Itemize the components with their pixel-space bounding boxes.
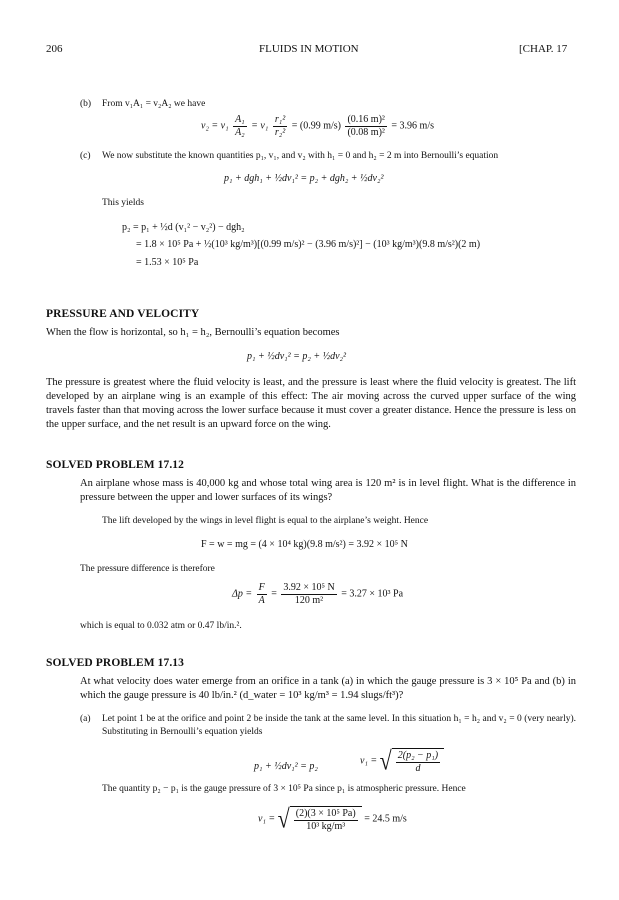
orifice-bernoulli-equation: p₁ + ½dv₁² = p₂ [254, 761, 318, 772]
problem-12-solution-text-1: The lift developed by the wings in level flight is equal to the airplane’s weight. Hence [102, 516, 429, 526]
lift-equation: F = w = mg = (4 × 10⁴ kg)(9.8 m/s²) = 3.92 × 10⁵ N [201, 539, 408, 550]
solved-problem-17-12-heading: SOLVED PROBLEM 17.12 [46, 459, 185, 471]
pressure-velocity-intro: When the flow is horizontal, so h₁ = h₂, Bernoulli’s equation becomes [46, 327, 340, 338]
part-b-label: (b) [80, 99, 92, 109]
running-title: FLUIDS IN MOTION [259, 43, 359, 55]
part-b-equation: v₂ = v₁ $\frac{\text{A₁}}{\text{A₂}}$ = v₁ $\frac{\text{r₁²}}{\text{r₂²}}$ = (0.99 m/s) $\frac{\text{(0.16 m)²}}{\text{(0.08 m)²}}$ = 3.96 m/s [201, 114, 434, 138]
pressure-difference-equation: Δp = $\frac{F}{A}$ = $\frac{\text{3.92 × 10⁵ N}}{\text{120 m²}}$ = 3.27 × 10³ Pa [232, 582, 404, 606]
part-c-label: (c) [80, 151, 91, 161]
part-b-text: From v₁A₁ = v₂A₂ we have [102, 99, 206, 109]
velocity-formula: v₁ = √ $\frac{\text{2(p₂ − p₁)}}{d}$ [360, 748, 444, 774]
problem-12-solution-text-2: The pressure difference is therefore [80, 564, 215, 574]
p2-equation-line1: p₂ = p₁ + ½d (v₁² − v₂²) − dgh₂ [122, 222, 245, 233]
yields-text: This yields [102, 198, 144, 208]
problem-13-part-a-text: Let point 1 be at the orifice and point 2 be inside the tank at the same level. In this situation h₁ = h₂ and v₂ = 0 (very nearly). Substituting in Bernoulli’s equation yields [102, 714, 576, 737]
section-heading-pressure-velocity: PRESSURE AND VELOCITY [46, 308, 200, 320]
problem-12-question: An airplane whose mass is 40,000 kg and whose total wing area is 120 m² is in level flight. What is the difference in pressure between the upper and lower surfaces of its wings? [80, 478, 576, 503]
problem-13-solution-text: The quantity p₂ − p₁ is the gauge pressure of 3 × 10⁵ Pa since p₁ is atmospheric pressure. Hence [102, 784, 466, 794]
chapter-label: [CHAP. 17 [519, 43, 568, 55]
problem-13-question: At what velocity does water emerge from an orifice in a tank (a) in which the gauge pressure is 3 × 10⁵ Pa and (b) in which the gauge pressure is 40 lb/in.² (d_water = 10³ kg/m³ = 1.94 slugs/ft³)? [80, 676, 576, 701]
solved-problem-17-13-heading: SOLVED PROBLEM 17.13 [46, 657, 185, 669]
horizontal-bernoulli-equation: p₁ + ½dv₁² = p₂ + ½dv₂² [247, 351, 347, 362]
p2-equation-line2: = 1.8 × 10⁵ Pa + ½(10³ kg/m³)[(0.99 m/s)² − (3.96 m/s)²] − (10³ kg/m³)(9.8 m/s²)(2 m) [136, 239, 481, 250]
page-number: 206 [46, 43, 63, 55]
bernoulli-equation: p₁ + dgh₁ + ½dv₁² = p₂ + dgh₂ + ½dv₂² [224, 173, 384, 184]
p2-equation-line3: = 1.53 × 10⁵ Pa [136, 257, 199, 268]
pressure-velocity-paragraph: The pressure is greatest where the fluid velocity is least, and the pressure is least where the fluid velocity is greatest. The lift developed by an airplane wing is an example of this effect: The air moving across the curved upper surface of the wing travels faster than that moving across the lower surface because it must cover a greater distance. Hence the pressure is less on the upper surface, and the net result is an upward force on the wing. [46, 377, 576, 430]
velocity-result-equation: v₁ = √ $\frac{\text{(2)(3 × 10⁵ Pa)}}{\text{10³ kg/m³}}$ = 24.5 m/s [258, 803, 407, 834]
problem-12-solution-text-3: which is equal to 0.032 atm or 0.47 lb/in.². [80, 621, 242, 631]
part-c-text: We now substitute the known quantities p₁, v₁, and v₂ with h₁ = 0 and h₂ = 2 m into Bernoulli’s equation [102, 151, 499, 161]
problem-13-part-a-label: (a) [80, 714, 91, 724]
